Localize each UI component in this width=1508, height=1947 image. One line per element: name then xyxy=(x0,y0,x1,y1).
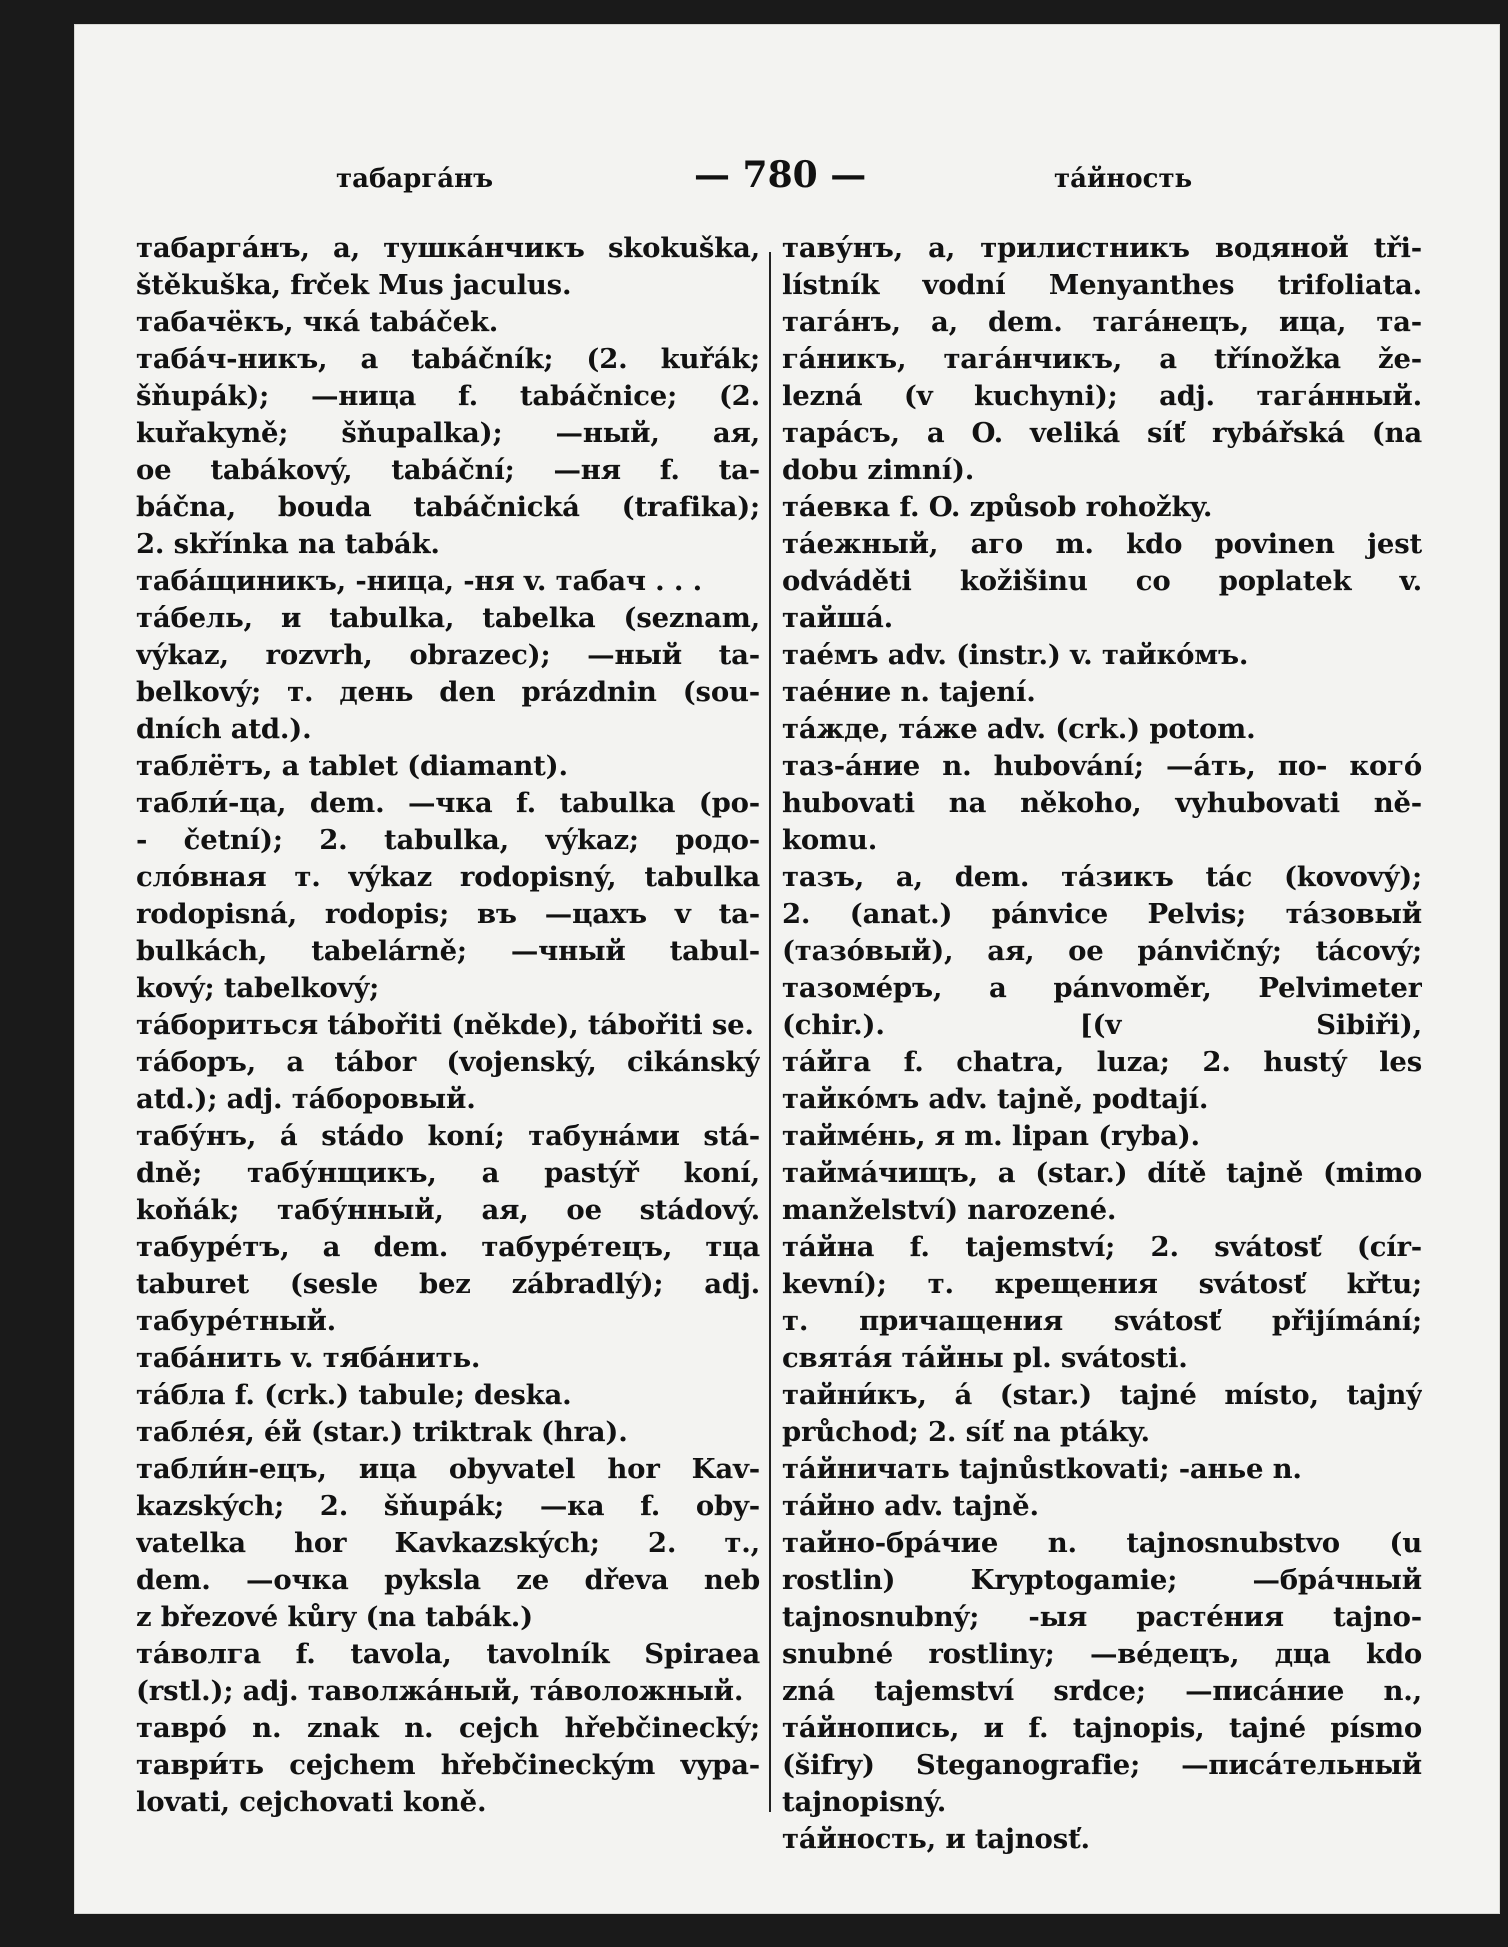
entry-line: (rstl.); adj. таволжа́ный, та́воложный. xyxy=(136,1675,744,1707)
entry-line: bulkách, tabelárně; —чный tabul- xyxy=(136,935,760,967)
entry-line: vatelka hor Kavkazských; 2. т., xyxy=(136,1527,760,1559)
entry-line: rodopisná, rodopis; въ —цахъ v ta- xyxy=(136,898,760,930)
entry-line: odváděti kožišinu co poplatek v. xyxy=(782,565,1422,597)
dictionary-page xyxy=(74,24,1500,1914)
entry-line: тайно-бра́чие n. tajnosnubstvo (u xyxy=(782,1527,1422,1559)
entry-line: dních atd.). xyxy=(136,713,312,745)
entry-line: табуре́тный. xyxy=(136,1305,337,1337)
entry-line: kazských; 2. šňupák; —ка f. oby- xyxy=(136,1490,760,1522)
entry-line: lovati, cejchovati koně. xyxy=(136,1786,487,1818)
entry-line: та́ежный, аго m. kdo povinen jest xyxy=(782,528,1422,560)
entry-line: та́йнопись, и f. tajnopis, tajné písmo xyxy=(782,1712,1422,1744)
page-header xyxy=(74,144,1500,200)
entry-line: тайма́чищъ, а (star.) dítě tajně (mimo xyxy=(782,1157,1422,1189)
entry-line: таба́нить v. тяба́нить. xyxy=(136,1342,481,1374)
column-divider xyxy=(769,252,771,1812)
entry-line: сло́вная т. výkaz rodopisný, tabulka xyxy=(136,861,760,893)
entry-line: таври́ть cejchem hřebčineckým vypa- xyxy=(136,1749,760,1781)
entry-line: та́бориться tábořiti (někde), tábořiti se. xyxy=(136,1009,754,1041)
entry-line: kevní); т. крещения svátosť křtu; xyxy=(782,1268,1422,1300)
entry-line: та́йно adv. tajně. xyxy=(782,1490,1039,1522)
entry-line: таба́ч-никъ, а tabáčník; (2. kuřák; xyxy=(136,343,760,375)
entry-line: та́бла f. (crk.) tabule; deska. xyxy=(136,1379,572,1411)
entry-line: kuřakyně; šňupalka); —ный, ая, xyxy=(136,417,760,449)
entry-line: табле́я, е́й (star.) triktrak (hra). xyxy=(136,1416,628,1448)
entry-line: manželství) narozené. xyxy=(782,1194,1117,1226)
entry-line: lezná (v kuchyni); adj. тага́нный. xyxy=(782,380,1422,412)
entry-line: тазоме́ръ, а pánvoměr, Pelvimeter xyxy=(782,972,1422,1004)
entry-line: та́йничать tajnůstkovati; -анье n. xyxy=(782,1453,1302,1485)
page-number: — 780 — xyxy=(694,154,867,196)
entry-line: табли́н-ецъ, ица obyvatel hor Kav- xyxy=(136,1453,760,1485)
entry-line: та́йность, и tajnosť. xyxy=(782,1823,1090,1855)
header-left-guide-word: табарга́нъ xyxy=(336,164,494,194)
entry-line: výkaz, rozvrh, obrazec); —ный ta- xyxy=(136,639,760,671)
entry-line: тара́съ, а O. veliká síť rybářská (na xyxy=(782,417,1422,449)
entry-line: га́никъ, тага́нчикъ, а třínožka že- xyxy=(782,343,1422,375)
entry-line: тага́нъ, а, dem. тага́нецъ, ица, та- xyxy=(782,306,1422,338)
entry-line: та́боръ, а tábor (vojenský, cikánský xyxy=(136,1046,760,1078)
entry-line: belkový; т. день den prázdnin (sou- xyxy=(136,676,760,708)
entry-line: dně; табу́нщикъ, а pastýř koní, xyxy=(136,1157,760,1189)
entry-line: та́йга f. chatra, luza; 2. hustý les xyxy=(782,1046,1422,1078)
entry-line: (тазо́вый), ая, ое pánvičný; tácový; xyxy=(782,935,1422,967)
entry-line: табли́-ца, dem. —чка f. tabulka (po- xyxy=(136,787,760,819)
entry-line: báčna, bouda tabáčnická (trafika); xyxy=(136,491,760,523)
entry-line: lístník vodní Menyanthes trifoliata. xyxy=(782,269,1422,301)
entry-line: dobu zimní). xyxy=(782,454,975,486)
entry-line: šňupák); —ница f. tabáčnice; (2. xyxy=(136,380,760,412)
entry-line: dem. —очка pyksla ze dřeva neb xyxy=(136,1564,760,1596)
entry-line: та́евка f. O. způsob rohožky. xyxy=(782,491,1213,523)
entry-line: тайме́нь, я m. lipan (ryba). xyxy=(782,1120,1200,1152)
entry-line: taburet (sesle bez zábradlý); adj. xyxy=(136,1268,760,1300)
entry-line: tajnosnubný; -ыя расте́ния tajno- xyxy=(782,1601,1422,1633)
entry-line: тавро́ n. znak n. cejch hřebčinecký; xyxy=(136,1712,760,1744)
entry-line: тазъ, а, dem. та́зикъ tác (kovový); xyxy=(782,861,1422,893)
entry-line: komu. xyxy=(782,824,878,856)
entry-line: zná tajemství srdce; —писа́ние n., xyxy=(782,1675,1422,1707)
entry-line: таба́щиникъ, -ница, -ня v. табач . . . xyxy=(136,565,703,597)
entry-line: - četní); 2. tabulka, výkaz; родо- xyxy=(136,824,760,856)
entry-line: та́волга f. tavola, tavolník Spiraea xyxy=(136,1638,760,1670)
entry-line: таблётъ, а tablet (diamant). xyxy=(136,750,568,782)
entry-line: та́йна f. tajemství; 2. svátosť (cír- xyxy=(782,1231,1422,1263)
header-right-guide-word: та́йность xyxy=(1054,164,1193,194)
entry-line: таву́нъ, а, трилистникъ водяной tři- xyxy=(782,232,1422,264)
entry-line: 2. (anat.) pánvice Pelvis; та́зовый xyxy=(782,898,1422,930)
entry-line: та́бель, и tabulka, tabelka (seznam, xyxy=(136,602,760,634)
entry-line: тайша́. xyxy=(782,602,894,634)
entry-line: свята́я та́йны pl. svátosti. xyxy=(782,1342,1188,1374)
entry-line: т. причащения svátosť přijímání; xyxy=(782,1305,1422,1337)
entry-line: табуре́тъ, а dem. табуре́тецъ, тца xyxy=(136,1231,760,1263)
entry-line: snubné rostliny; —ве́децъ, дца kdo xyxy=(782,1638,1422,1670)
entry-line: atd.); adj. та́боровый. xyxy=(136,1083,476,1115)
entry-line: 2. skřínka na tabák. xyxy=(136,528,440,560)
entry-line: rostlin) Kryptogamie; —бра́чный xyxy=(782,1564,1422,1596)
right-column xyxy=(782,230,1422,1858)
entry-line: ое tabákový, tabáční; —ня f. ta- xyxy=(136,454,760,486)
entry-line: z březové kůry (na tabák.) xyxy=(136,1601,533,1633)
entry-line: табарга́нъ, а, тушка́нчикъ skokuška, xyxy=(136,232,760,264)
entry-line: tajnopisný. xyxy=(782,1786,947,1818)
entry-line: тайни́къ, á (star.) tajné místo, tajný xyxy=(782,1379,1422,1411)
entry-line: таз-а́ние n. hubování; —а́ть, по- кого́ xyxy=(782,750,1422,782)
entry-line: табачёкъ, чка́ tabáček. xyxy=(136,306,499,338)
entry-line: (šifry) Steganografie; —писа́тельный xyxy=(782,1749,1422,1781)
entry-line: тае́ние n. tajení. xyxy=(782,676,1036,708)
entry-line: тайко́мъ adv. tajně, podtají. xyxy=(782,1083,1209,1115)
left-column xyxy=(136,230,760,1821)
entry-line: štěkuška, frček Mus jaculus. xyxy=(136,269,572,301)
entry-line: hubovati na někoho, vyhubovati ně- xyxy=(782,787,1422,819)
entry-line: табу́нъ, á stádo koní; табуна́ми stá- xyxy=(136,1120,760,1152)
entry-line: та́жде, та́же adv. (crk.) potom. xyxy=(782,713,1256,745)
entry-line: koňák; табу́нный, ая, ое stádový. xyxy=(136,1194,760,1226)
entry-line: (chir.). [(v Sibiři), xyxy=(782,1009,1422,1041)
entry-line: kový; tabelkový; xyxy=(136,972,380,1004)
entry-line: тае́мъ adv. (instr.) v. тайко́мъ. xyxy=(782,639,1249,671)
entry-line: průchod; 2. síť na ptáky. xyxy=(782,1416,1150,1448)
